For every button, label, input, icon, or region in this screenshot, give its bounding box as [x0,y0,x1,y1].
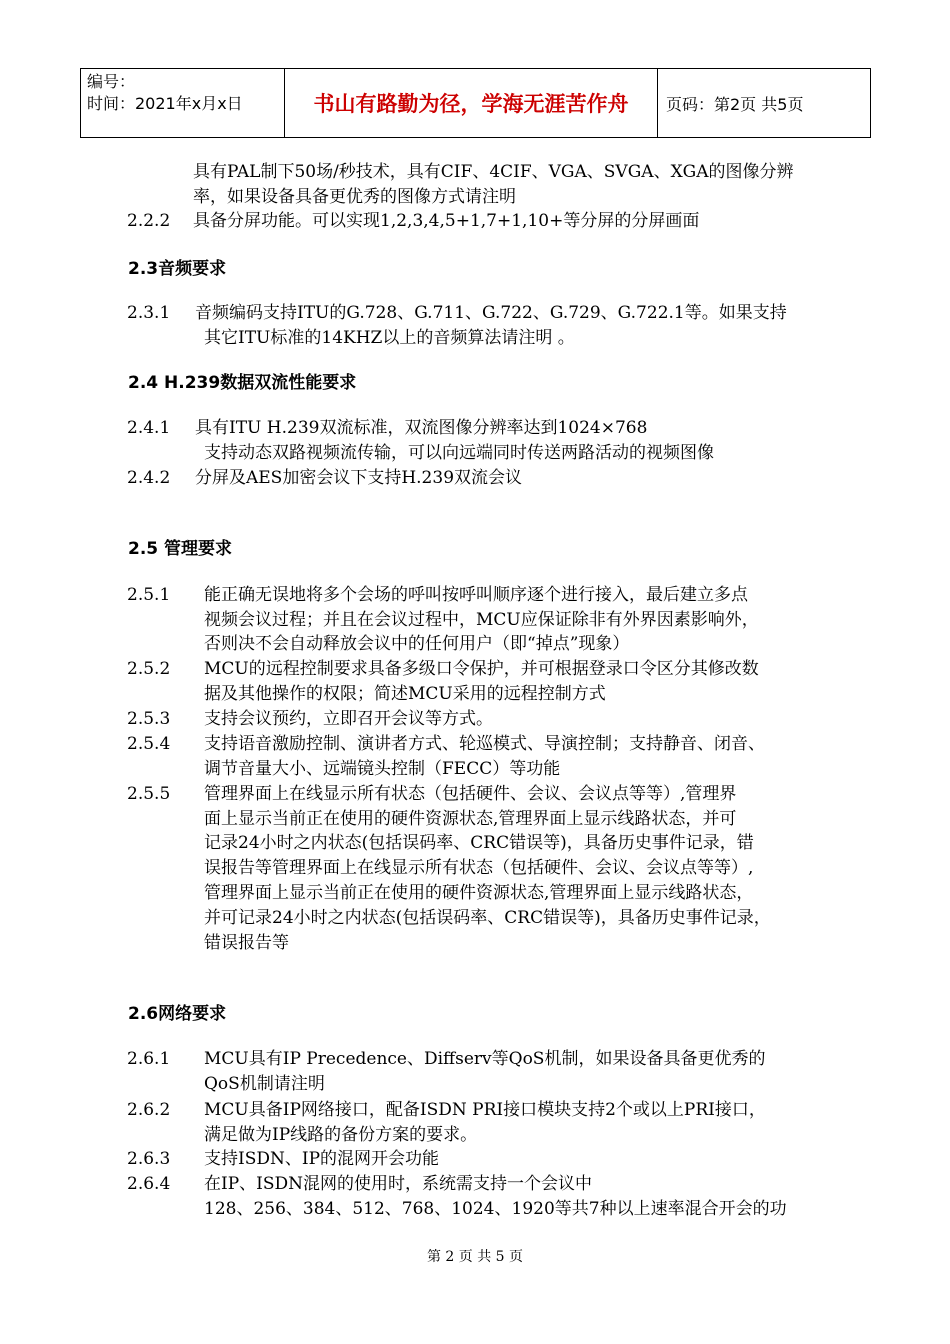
header-divider [80,69,81,137]
section-heading: 2.5 管理要求 [128,539,233,559]
section-number: 2.4.2 [127,468,171,488]
section-number: 2.5.3 [127,709,171,729]
text-line: 音频编码支持ITU的G.728、G.711、G.722、G.729、G.722.1等。如果支持 [195,303,787,323]
section-number: 2.6.1 [127,1049,171,1069]
header-page-label: 页码：第2页 共5页 [666,94,804,114]
text-line: 能正确无误地将多个会场的呼叫按呼叫顺序逐个进行接入，最后建立多点 [204,585,748,605]
text-line: 其它ITU标准的14KHZ以上的音频算法请注明 。 [204,328,575,348]
section-number: 2.5.1 [127,585,171,605]
text-line: 具备分屏功能。可以实现1,2,3,4,5+1,7+1,10+等分屏的分屏画面 [193,211,700,231]
text-line: QoS机制请注明 [204,1074,325,1094]
section-number: 2.6.2 [127,1100,171,1120]
text-line: 管理界面上显示当前正在使用的硬件资源状态,管理界面上显示线路状态， [204,883,754,903]
text-line: 误报告等管理界面上在线显示所有状态（包括硬件、会议、会议点等等）, [204,858,754,878]
text-line: 错误报告等 [204,933,289,953]
number-label: 编号： [87,72,136,91]
text-line: 记录24小时之内状态(包括误码率、CRC错误等)，具备历史事件记录，错 [204,833,754,853]
section-number: 2.5.2 [127,659,171,679]
text-line: 支持会议预约，立即召开会议等方式。 [204,709,493,729]
section-number: 2.4.1 [127,418,171,438]
section-number: 2.6.3 [127,1149,171,1169]
section-heading: 2.6网络要求 [128,1004,227,1024]
section-heading: 2.3音频要求 [128,259,227,279]
section-number: 2.5.4 [127,734,171,754]
page-footer: 第 2 页 共 5 页 [426,1249,524,1265]
text-line: 128、256、384、512、768、1024、1920等共7种以上速率混合开会的功 [204,1199,787,1219]
text-line: 支持ISDN、IP的混网开会功能 [204,1149,440,1169]
text-line: MCU具有IP Precedence、Diffserv等QoS机制，如果设备具备更优秀的 [204,1049,766,1069]
section-number: 2.2.2 [127,211,171,231]
text-line: 具有ITU H.239双流标准，双流图像分辨率达到1024×768 [195,418,648,438]
text-line: 率，如果设备具备更优秀的图像方式请注明 [193,187,516,207]
section-number: 2.5.5 [127,784,171,804]
header-motto: 书山有路勤为径，学海无涯苦作舟 [313,92,629,116]
text-line: MCU具备IP网络接口，配备ISDN PRI接口模块支持2个或以上PRI接口， [204,1100,766,1120]
text-line: 支持动态双路视频流传输，可以向远端同时传送两路活动的视频图像 [204,443,714,463]
date-label: 时间：2021年x月x日 [87,94,243,113]
text-line: 面上显示当前正在使用的硬件资源状态,管理界面上显示线路状态，并可 [204,809,737,829]
section-number: 2.3.1 [127,303,171,323]
text-line: 支持语音激励控制、演讲者方式、轮巡模式、导演控制；支持静音、闭音、 [204,734,765,754]
header-meta [87,71,243,115]
text-line: 调节音量大小、远端镜头控制（FECC）等功能 [204,759,561,779]
text-line: 具有PAL制下50场/秒技术，具有CIF、4CIF、VGA、SVGA、XGA的图像分辨 [193,162,794,182]
text-line: 视频会议过程；并且在会议过程中，MCU应保证除非有外界因素影响外， [204,610,759,630]
text-line: 分屏及AES加密会议下支持H.239双流会议 [195,468,523,488]
text-line: 在IP、ISDN混网的使用时，系统需支持一个会议中 [204,1174,593,1194]
section-heading: 2.4 H.239数据双流性能要求 [128,373,357,393]
text-line: 满足做为IP线路的备份方案的要求。 [204,1125,478,1145]
text-line: 否则决不会自动释放会议中的任何用户（即“掉点”现象） [204,634,630,654]
text-line: 管理界面上在线显示所有状态（包括硬件、会议、会议点等等）,管理界 [204,784,737,804]
section-number: 2.6.4 [127,1174,171,1194]
text-line: 并可记录24小时之内状态(包括误码率、CRC错误等)，具备历史事件记录， [204,908,771,928]
header-divider [870,69,871,137]
page-header [80,68,871,138]
header-divider [657,69,658,137]
text-line: MCU的远程控制要求具备多级口令保护，并可根据登录口令区分其修改数 [204,659,759,679]
text-line: 据及其他操作的权限；简述MCU采用的远程控制方式 [204,684,606,704]
